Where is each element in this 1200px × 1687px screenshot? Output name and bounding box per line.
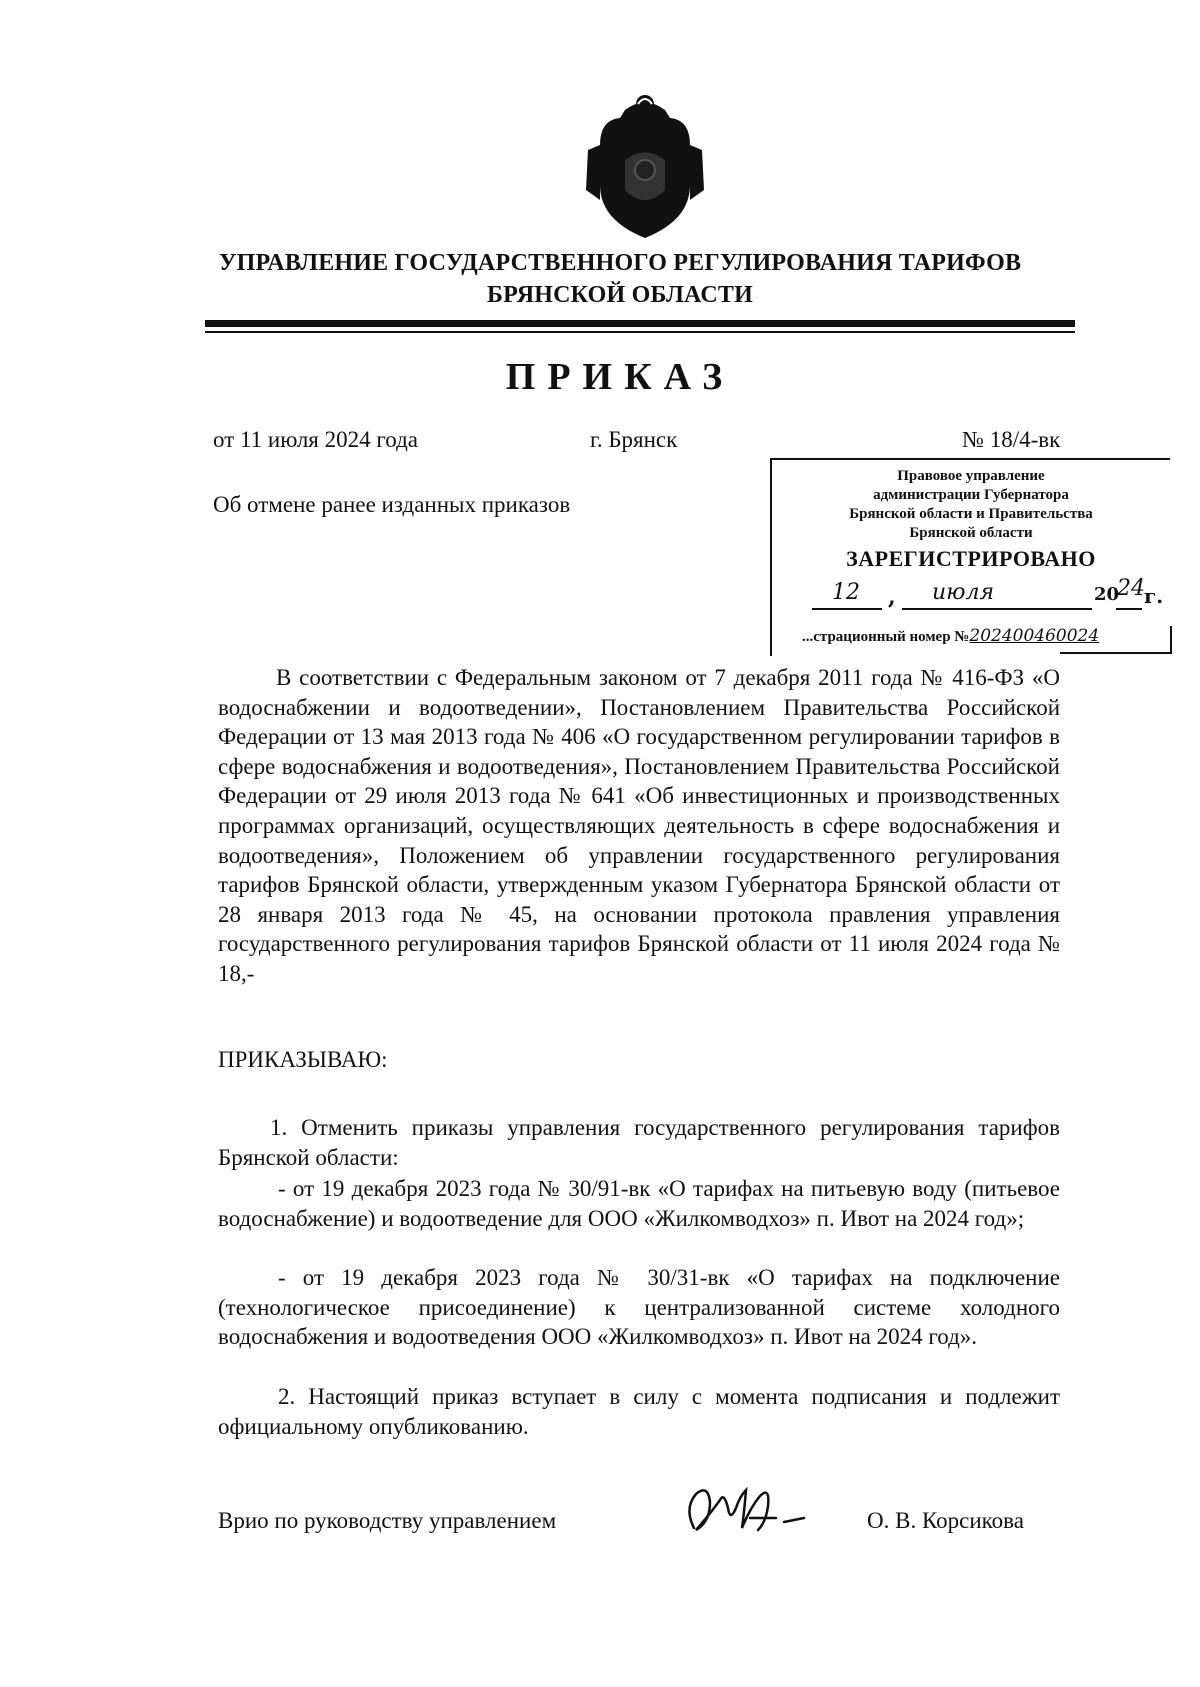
- order-item-1-sub-2: - от 19 декабря 2023 года № 30/31-вк «О тарифах на подключение (технологическое присоединение) к централизованной системе холодного водоснабжения и водоотведения ООО «Жилкомводхоз» п. Ивот на 2024 год».: [218, 1265, 1060, 1350]
- stamp-status: ЗАРЕГИСТРИРОВАНО: [846, 546, 1096, 571]
- order-item-1-sub-1: - от 19 декабря 2023 года № 30/91-вк «О тарифах на питьевую воду (питьевое водоснабжение) и водоотведение для ООО «Жилкомводхоз» п. Ивот на 2024 год»;: [218, 1176, 1060, 1231]
- stamp-reg-label: ...страционный номер №: [802, 629, 970, 645]
- header-divider-thick: [205, 320, 1075, 327]
- header-divider-thin: [205, 331, 1075, 333]
- stamp-number-box: [1060, 626, 1172, 654]
- stamp-reg-number: 202400460024: [969, 626, 1100, 646]
- stamp-line-3: Брянской области и Правительства: [849, 506, 1093, 522]
- organization-name-line1: УПРАВЛЕНИЕ ГОСУДАРСТВЕННОГО РЕГУЛИРОВАНИЯ ТАРИФОВ: [218, 250, 1022, 276]
- order-subject: Об отмене ранее изданных приказов: [213, 492, 571, 517]
- order-city: г. Брянск: [590, 427, 678, 452]
- order-item-1: 1. Отменить приказы управления государственного регулирования тарифов Брянской области:: [218, 1115, 1060, 1170]
- stamp-line-1: Правовое управление: [897, 468, 1045, 484]
- stamp-year-end: г.: [1144, 584, 1164, 608]
- order-number: № 18/4-вк: [962, 427, 1061, 452]
- stamp-year-suffix: 24: [1117, 576, 1145, 601]
- document-title: ПРИКАЗ: [505, 356, 735, 398]
- preamble-paragraph: В соответствии с Федеральным законом от 7 декабря 2011 года № 416-ФЗ «О водоснабжении и водоотведении», Постановлением Правительства Российской Федерации от 13 мая 2013 года № 406 «О государственном регулировании тарифов в сфере водоснабжения и водоотведения», Постановлением Правительства Российской Федерации от 29 июля 2013 года № 641 «Об инвестиционных и производственных программах организаций, осуществляющих деятельность в сфере водоснабжения и водоотведения», Положением об управлении государственного регулирования тарифов Брянской области, утвержденным указом Губернатора Брянской области от 28 января 2013 года № 45, на основании протокола правления управления государственного регулирования тарифов Брянской области от 11 июля 2024 года № 18,-: [218, 665, 1060, 986]
- order-date: от 11 июля 2024 года: [213, 427, 418, 452]
- stamp-day: 12: [832, 580, 860, 605]
- stamp-date: 12 , июля 20 24 г.: [812, 580, 1162, 614]
- stamp-line-2: администрации Губернатора: [873, 487, 1069, 503]
- stamp-line-4: Брянской области: [909, 525, 1033, 541]
- organization-name-line2: БРЯНСКОЙ ОБЛАСТИ: [487, 282, 753, 308]
- stamp-month: июля: [932, 580, 995, 605]
- stamp-registration: [802, 626, 1099, 646]
- signatory-name: О. В. Корсикова: [867, 1508, 1024, 1533]
- signatory-role: Врио по руководству управлением: [218, 1508, 557, 1533]
- order-item-2: 2. Настоящий приказ вступает в силу с момента подписания и подлежит официальному опубликованию.: [218, 1384, 1060, 1439]
- stamp-year-prefix: 20: [1094, 584, 1120, 605]
- coat-of-arms-icon: [580, 90, 710, 240]
- handwritten-signature: [680, 1478, 820, 1550]
- order-keyword: ПРИКАЗЫВАЮ:: [218, 1047, 388, 1072]
